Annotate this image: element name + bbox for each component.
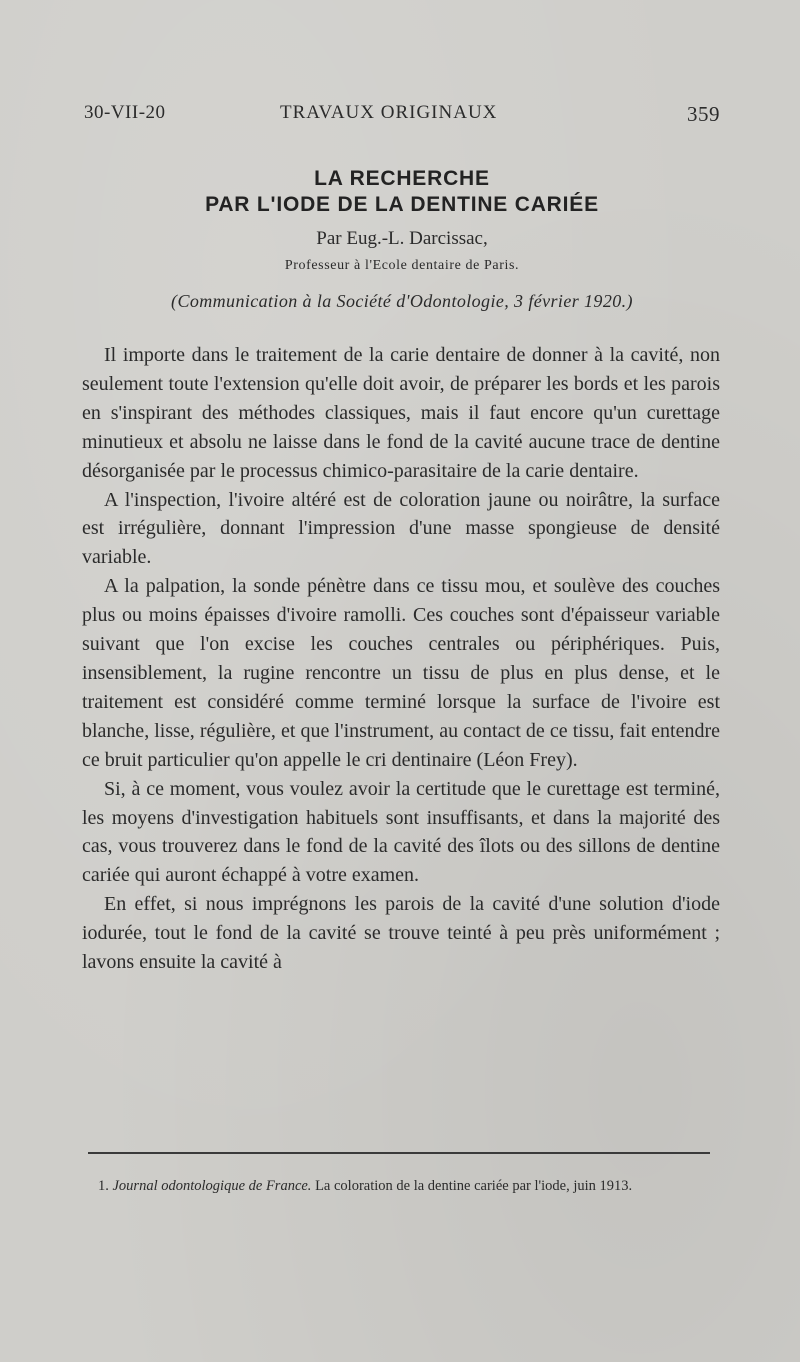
article-title xyxy=(84,166,720,218)
body-paragraph: A la palpation, la sonde pénètre dans ce tissu mou, et soulève des couches plus ou moins épaisses d'ivoire ramolli. Ces couches sont d'épaisseur variable suivant que l'on excise les couches centrales ou périphériques. Puis, insensiblement, la rugine rencontre un tissu de plus en plus dense, et le traitement est considéré comme terminé lorsque la surface de l'ivoire est blanche, lisse, régulière, et que l'instrument, au contact de ce tissu, fait entendre ce bruit particulier qu'on appelle le cri dentinaire (Léon Frey). xyxy=(82,575,720,771)
body-paragraph: En effet, si nous imprégnons les parois de la cavité d'une solution d'iode iodurée, tout le fond de la cavité se trouve teinté à peu près uniformément ; lavons ensuite la cavité à xyxy=(82,893,720,974)
body-paragraph: A l'inspection, l'ivoire altéré est de coloration jaune ou noirâtre, la surface est irrégulière, donnant l'impression d'une masse spongieuse de densité variable. xyxy=(82,488,720,569)
header-date: 30-VII-20 xyxy=(84,102,166,123)
footnote-source: Journal odontologique de France. xyxy=(112,1178,312,1194)
body-paragraph: Il importe dans le traitement de la carie dentaire de donner à la cavité, non seulement toute l'extension qu'elle doit avoir, de préparer les bords et les parois en s'inspirant des méthodes classiques, mais il faut encore qu'un curettage minutieux et absolu ne laisse dans le fond de la cavité aucune trace de dentine désorganisée par le processus chimico-parasitaire de la carie dentaire. xyxy=(82,344,720,482)
page-number: 359 xyxy=(687,102,720,126)
running-head xyxy=(84,102,720,132)
communication-note: (Communication à la Société d'Odontologie, 3 février 1920.) xyxy=(171,291,633,311)
header-section-title: TRAVAUX ORIGINAUX xyxy=(280,102,498,123)
footnote xyxy=(82,1176,720,1197)
article-body xyxy=(82,341,720,977)
footnote-marker: 1. xyxy=(98,1178,109,1194)
article-title-line-2: PAR L'IODE DE LA DENTINE CARIÉE xyxy=(205,193,599,216)
footnote-rule xyxy=(88,1152,710,1154)
author-affiliation: Professeur à l'Ecole dentaire de Paris. xyxy=(284,258,520,273)
footnote-text: La coloration de la dentine cariée par l'iode, juin 1913. xyxy=(315,1178,633,1194)
article-title-line-1: LA RECHERCHE xyxy=(314,167,490,190)
article-author: Par Eug.-L. Darcissac, xyxy=(316,228,488,249)
body-paragraph: Si, à ce moment, vous voulez avoir la certitude que le curettage est terminé, les moyens d'investigation habituels sont insuffisants, et dans la majorité des cas, vous trouverez dans le fond de la cavité des îlots ou des sillons de dentine cariée qui auront échappé à votre examen. xyxy=(82,777,720,887)
